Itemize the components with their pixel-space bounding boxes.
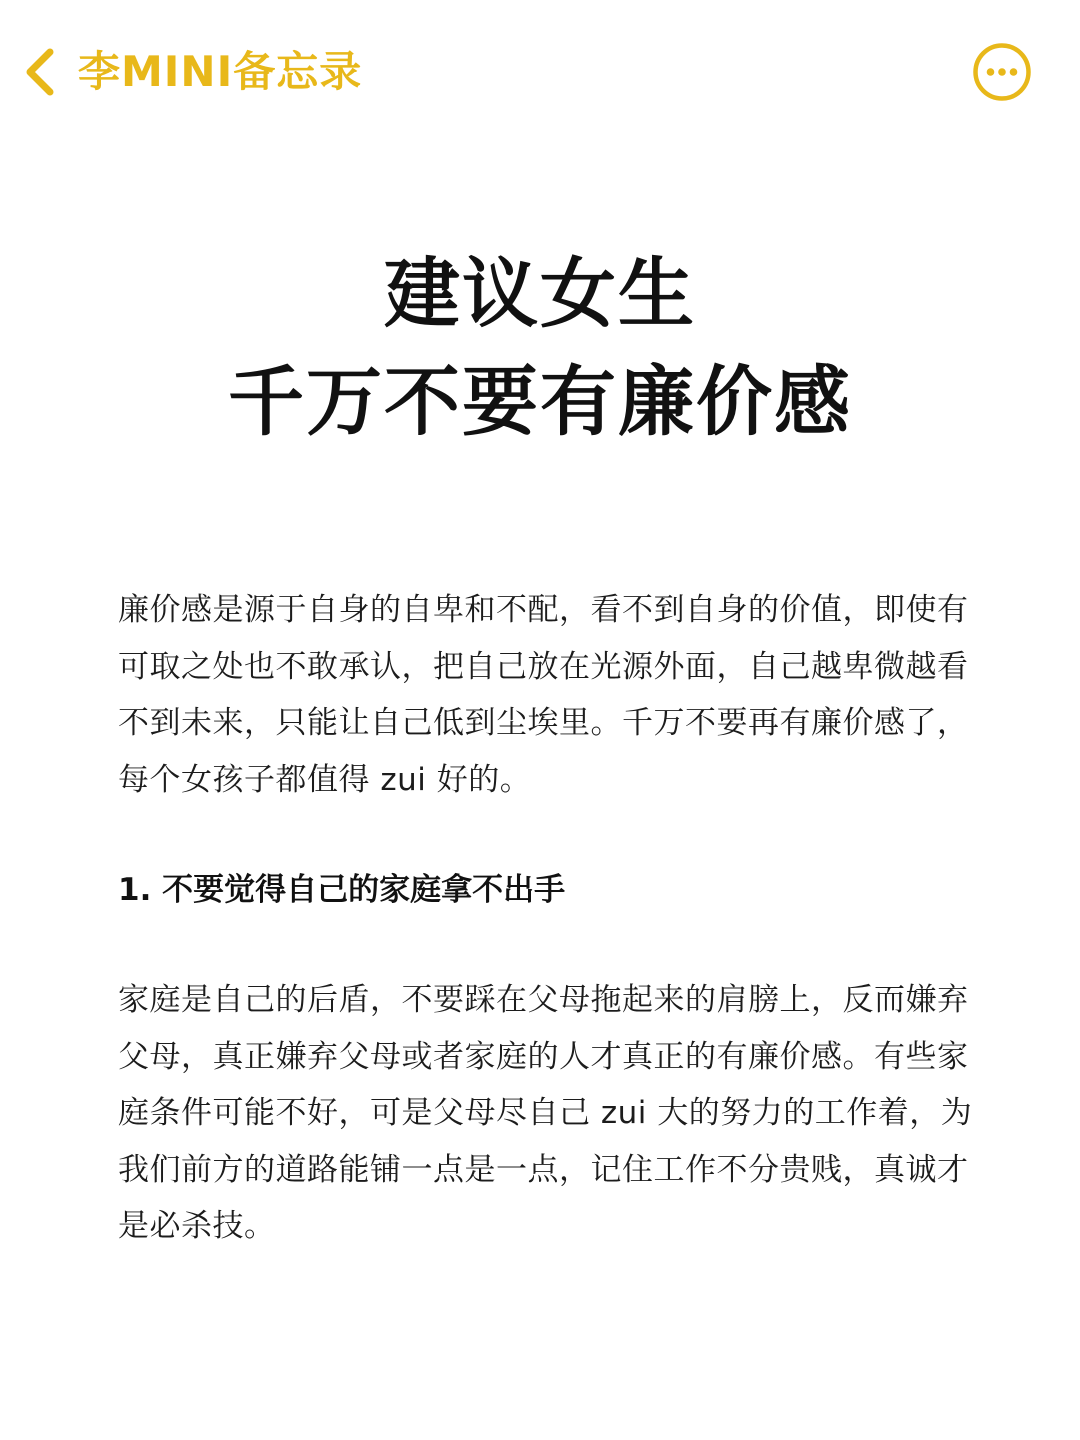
section-paragraph: 家庭是自己的后盾，不要踩在父母拖起来的肩膀上，反而嫌弃父母，真正嫌弃父母或者家庭的人才真正的有廉价感。有些家庭条件可能不好，可是父母尽自己 zui 大的努力的工作着，为我们前方的道路能铺一点是一点，记住工作不分贵贱，真诚才是必杀技。	[118, 982, 973, 1244]
more-options-button[interactable]	[972, 42, 1032, 102]
app-title: 李MINI备忘录	[78, 47, 363, 96]
note-title-line-2: 千万不要有廉价感	[228, 357, 852, 446]
back-button[interactable]	[18, 40, 362, 104]
chevron-left-icon[interactable]	[18, 42, 62, 102]
more-horizontal-icon[interactable]	[972, 42, 1032, 102]
top-bar	[0, 0, 1080, 140]
note-body	[118, 582, 978, 1255]
intro-paragraph: 廉价感是源于自身的自卑和不配，看不到自身的价值，即使有可取之处也不敢承认，把自己放在光源外面，自己越卑微越看不到未来，只能让自己低到尘埃里。千万不要再有廉价感了，每个女孩子都值得 zui 好的。	[118, 592, 969, 798]
note-title	[0, 240, 1080, 456]
note-title-line-1: 建议女生	[384, 249, 696, 338]
section-heading: 1. 不要觉得自己的家庭拿不出手	[118, 872, 566, 908]
